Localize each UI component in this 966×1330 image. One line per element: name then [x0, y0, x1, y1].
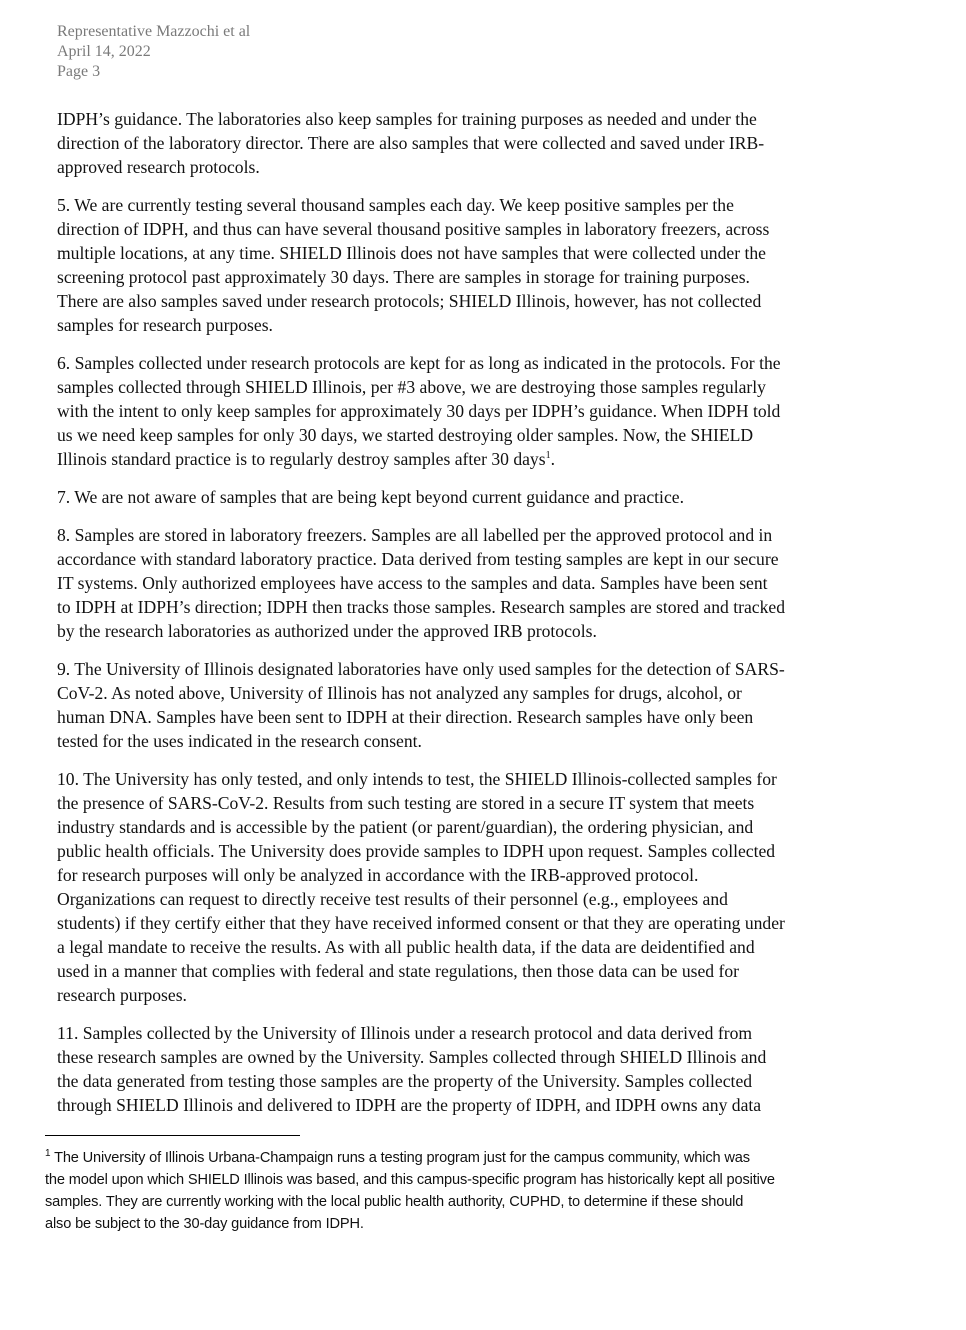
paragraph-line	[57, 447, 785, 471]
paragraph-line	[57, 767, 785, 791]
paragraph-line	[57, 959, 785, 983]
paragraph-line	[57, 265, 785, 289]
paragraph-line	[57, 705, 785, 729]
line-text: 7. We are not aware of samples that are being kept beyond current guidance and practice.	[57, 487, 684, 507]
line-text: industry standards and is accessible by the patient (or parent/guardian), the ordering physician, and	[57, 817, 754, 837]
paragraph-line	[57, 399, 785, 423]
line-text: Organizations can request to directly receive test results of their personnel (e.g., employees and	[57, 889, 728, 909]
paragraph-line	[57, 935, 785, 959]
body-paragraph	[57, 193, 785, 337]
line-text: 10. The University has only tested, and only intends to test, the SHIELD Illinois-collected samples for	[57, 769, 777, 789]
line-text: to IDPH at IDPH’s direction; IDPH then tracks those samples. Research samples are stored and tracked	[57, 597, 785, 617]
line-text: public health officials. The University does provide samples to IDPH upon request. Samples collected	[57, 841, 776, 861]
line-text: tested for the uses indicated in the research consent.	[57, 731, 422, 751]
line-text: these research samples are owned by the University. Samples collected through SHIELD Illinois and	[57, 1047, 767, 1067]
letter-header	[57, 22, 250, 82]
paragraph-line	[57, 681, 785, 705]
paragraph-line	[57, 523, 785, 547]
paragraph-line	[57, 289, 785, 313]
footnote	[45, 1147, 775, 1235]
line-text: IDPH’s guidance. The laboratories also keep samples for training purposes as needed and under the	[57, 109, 757, 129]
paragraph-line	[57, 911, 785, 935]
line-text: 11. Samples collected by the University of Illinois under a research protocol and data derived from	[57, 1023, 753, 1043]
paragraph-line	[57, 155, 785, 179]
line-text: us we need keep samples for only 30 days, we started destroying older samples. Now, the SHIELD	[57, 425, 754, 445]
body-paragraph	[57, 657, 785, 753]
paragraph-line	[57, 241, 785, 265]
paragraph-line	[57, 1093, 785, 1117]
letter-body	[57, 107, 785, 1131]
paragraph-line	[57, 351, 785, 375]
footnote-line	[45, 1169, 775, 1191]
line-text: 9. The University of Illinois designated laboratories have only used samples for the detection of SARS-	[57, 659, 785, 679]
body-paragraph	[57, 351, 785, 471]
paragraph-line	[57, 1045, 785, 1069]
paragraph-line	[57, 815, 785, 839]
paragraph-line	[57, 1069, 785, 1093]
line-text: samples collected through SHIELD Illinois, per #3 above, we are destroying those samples regularly	[57, 377, 766, 397]
line-text: research purposes.	[57, 985, 187, 1005]
paragraph-line	[57, 863, 785, 887]
footnote-line	[45, 1147, 775, 1169]
header-recipient: Representative Mazzochi et al	[57, 23, 251, 40]
line-text: 8. Samples are stored in laboratory freezers. Samples are all labelled per the approved protocol and in	[57, 525, 773, 545]
line-text: a legal mandate to receive the results. As with all public health data, if the data are deidentified and	[57, 937, 755, 957]
line-text: the data generated from testing those samples are the property of the University. Samples collected	[57, 1071, 753, 1091]
paragraph-line	[57, 375, 785, 399]
paragraph-line	[57, 485, 785, 509]
paragraph-line	[57, 313, 785, 337]
line-text: CoV-2. As noted above, University of Illinois has not analyzed any samples for drugs, alcohol, or	[57, 683, 742, 703]
line-text: accordance with standard laboratory practice. Data derived from testing samples are kept in our secure	[57, 549, 779, 569]
line-text: samples. They are currently working with the local public health authority, CUPHD, to determine if these should	[45, 1194, 744, 1210]
footnote-marker: 1	[45, 1148, 51, 1160]
line-text: screening protocol past approximately 30 days. There are samples in storage for training purposes.	[57, 267, 750, 287]
line-text: Illinois standard practice is to regularly destroy samples after 30 days	[57, 449, 546, 469]
paragraph-line	[57, 571, 785, 595]
body-paragraph	[57, 1021, 785, 1117]
line-text: 5. We are currently testing several thousand samples each day. We keep positive samples per the	[57, 195, 734, 215]
paragraph-line	[57, 887, 785, 911]
line-text: by the research laboratories as authorized under the approved IRB protocols.	[57, 621, 597, 641]
paragraph-line	[57, 595, 785, 619]
line-text: samples for research purposes.	[57, 315, 273, 335]
paragraph-line	[57, 729, 785, 753]
paragraph-line	[57, 131, 785, 155]
line-text: through SHIELD Illinois and delivered to IDPH are the property of IDPH, and IDPH owns any data	[57, 1095, 762, 1115]
header-date: April 14, 2022	[57, 43, 151, 60]
body-paragraph	[57, 523, 785, 643]
line-text: used in a manner that complies with federal and state regulations, then those data can be used for	[57, 961, 740, 981]
header-page-number: Page 3	[57, 63, 101, 80]
line-text: also be subject to the 30-day guidance from IDPH.	[45, 1216, 364, 1232]
body-paragraph	[57, 107, 785, 179]
paragraph-line	[57, 791, 785, 815]
line-text: direction of IDPH, and thus can have several thousand positive samples in laboratory freezers, across	[57, 219, 770, 239]
line-text: the model upon which SHIELD Illinois was based, and this campus-specific program has historically kept all positive	[45, 1172, 775, 1188]
footnote-line	[45, 1213, 775, 1235]
body-paragraph	[57, 485, 785, 509]
line-text: There are also samples saved under research protocols; SHIELD Illinois, however, has not collected	[57, 291, 762, 311]
paragraph-line	[57, 1021, 785, 1045]
paragraph-line	[57, 107, 785, 131]
paragraph-line	[57, 983, 785, 1007]
footnote-separator	[45, 1135, 300, 1136]
footnote-line	[45, 1191, 775, 1213]
paragraph-line	[57, 657, 785, 681]
paragraph-line	[57, 619, 785, 643]
line-text: human DNA. Samples have been sent to IDPH at their direction. Research samples have only been	[57, 707, 754, 727]
line-text: 6. Samples collected under research protocols are kept for as long as indicated in the protocols. For the	[57, 353, 781, 373]
paragraph-line	[57, 839, 785, 863]
paragraph-line	[57, 217, 785, 241]
line-text: students) if they certify either that they have received informed consent or that they are operating under	[57, 913, 785, 933]
line-text: the presence of SARS-CoV-2. Results from such testing are stored in a secure IT system that meets	[57, 793, 755, 813]
paragraph-line	[57, 423, 785, 447]
paragraph-line	[57, 547, 785, 571]
footnote-reference[interactable]: 1	[545, 450, 551, 462]
line-text: The University of Illinois Urbana-Champaign runs a testing program just for the campus community, which was	[50, 1150, 750, 1166]
line-text: multiple locations, at any time. SHIELD Illinois does not have samples that were collected under the	[57, 243, 766, 263]
line-text: for research purposes will only be analyzed in accordance with the IRB-approved protocol.	[57, 865, 699, 885]
line-text: approved research protocols.	[57, 157, 260, 177]
line-text: IT systems. Only authorized employees have access to the samples and data. Samples have been sent	[57, 573, 768, 593]
paragraph-line	[57, 193, 785, 217]
line-text: with the intent to only keep samples for approximately 30 days per IDPH’s guidance. When IDPH told	[57, 401, 781, 421]
line-text: direction of the laboratory director. There are also samples that were collected and saved under IRB-	[57, 133, 765, 153]
line-text: .	[550, 449, 555, 469]
body-paragraph	[57, 767, 785, 1007]
